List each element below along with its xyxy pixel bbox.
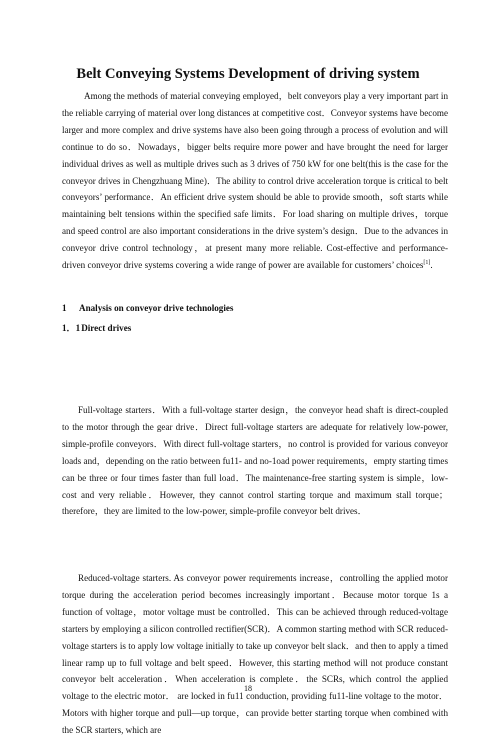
intro-paragraph-text: Among the methods of material conveying employed，belt conveyors play a very important part in the reliable carrying of material over long distances at competitive cost．Conveyor systems have become larger and more complex and drive systems have also been going through a process of evolution and will continue to do so．Nowadays，bigger belts require more power and have brought the need for larger individual drives as well as multiple drives such as 3 drives of 750 kW for one belt(this is the case for the conveyor drives in Chengzhuang Mine)．The ability to control drive acceleration torque is critical to belt conveyors’ performance．An efficient drive system should be able to provide smooth，soft starts while maintaining belt tensions within the specified safe limits．For load sharing on multiple drives，torque and speed control are also important considerations in the drive system’s design．Due to the advances in conveyor drive control technology，at present many more reliable. Cost-effective and performance-driven conveyor drive systems covering a wide range of power are available for customers’ choices <box>62 91 448 271</box>
document-title: Belt Conveying Systems Development of driving system <box>76 66 420 82</box>
section-number: 1 <box>62 303 67 313</box>
page-number: 18 <box>244 684 252 693</box>
section-heading <box>62 300 233 317</box>
full-voltage-paragraph: Full-voltage starters．With a full-voltage starter design，the conveyor head shaft is direct-coupled to the motor through the gear drive．Direct full-voltage starters are adequate for relatively low-power, simple-profile conveyors．With direct full-voltage starters，no control is provided for various conveyor loads and，depending on the ratio between fu11- and no-1oad power requirements，empty starting times can be three or four times faster than full load．The maintenance-free starting system is simple，low-cost and very reliable．However, they cannot control starting torque and maximum stall torque；therefore，they are limited to the low-power, simple-profile conveyor belt drives． <box>62 405 448 517</box>
intro-paragraph <box>62 88 448 274</box>
subsection-number: 1．1 <box>62 323 81 333</box>
intro-paragraph-end: . <box>430 260 433 271</box>
subsection-title: Direct drives <box>81 323 132 333</box>
subsection-heading <box>62 320 131 337</box>
citation-marker: [1] <box>423 260 431 267</box>
section-title: Analysis on conveyor drive technologies <box>79 303 234 313</box>
reduced-voltage-paragraph: Reduced-voltage starters. As conveyor power requirements increase，controlling the applied motor torque during the acceleration period becomes increasingly important．Because motor torque 1s a function of voltage，motor voltage must be controlled．This can be achieved through reduced-voltage starters by employing a silicon controlled rectifier(SCR)．A common starting method with SCR reduced-voltage starters is to apply low voltage initially to take up conveyor belt slack．and then to apply a timed linear ramp up to full voltage and belt speed．However, this starting method will not produce constant conveyor belt acceleration．When acceleration is complete．the SCRs, which control the applied voltage to the electric motor． are locked in fu11 conduction, providing fu11-line voltage to the motor．Motors with higher torque and pull—up torque，can provide better starting torque when combined with the SCR starters, which are <box>62 573 448 736</box>
